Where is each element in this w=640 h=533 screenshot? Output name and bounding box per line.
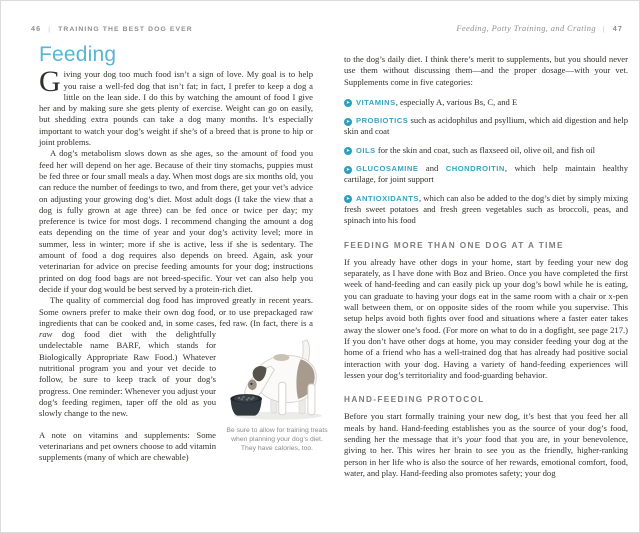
supplement-list	[344, 97, 628, 227]
paragraph-text: food that you are, in your benevolence, giving to her. This wires her brain to see you as the friendly, higher-ranking person in her life who is also the source of her rewards, emotional comfort, food, water, and play. Hand-feeding also promotes safety; your dog	[344, 434, 628, 478]
list-item-probiotics	[344, 115, 628, 138]
paragraph-multiple-dogs: If you already have other dogs in your home, start by feeding your new dog separately, as I have done with Boz and Brieo. Once you have completed the first week of hand-feeding and can easily pick up your dog’s bowl while he is eating, you can graduate to having your dogs eat in the same room with a chair or x-pen wall between them, or on opposite sides of the room while you supervise. This setup helps avoid both fights over food and situations where a faster eater takes away the slower one’s food. (For more on what to do in a dogfight, see page 217.) If you don’t have other dogs at home, you may consider feeding your dog at the home of a friend who has a well-trained dog that has already had positive social interaction with your dog. Having a variety of hand-feeding experiences will lessen your dog’s territoriality and food-guarding behavior.	[344, 256, 628, 380]
supplement-keyword: ANTIOXIDANTS	[356, 193, 419, 203]
paragraph-supplements-intro: to the dog’s daily diet. I think there’s merit to supplements, but you should never use them without discussing them—and the proper dosage—with your vet. Supplements come in five categories:	[344, 54, 628, 87]
arrow-bullet-icon: ➤	[345, 196, 351, 203]
supplement-keyword: PROBIOTICS	[356, 116, 409, 126]
right-page-column	[344, 54, 628, 479]
list-item-oils	[344, 145, 628, 156]
supplement-keyword: VITAMINS	[356, 97, 396, 107]
paragraph-metabolism: A dog’s metabolism slows down as she ages, so the amount of food you feed her will depend on her age. Because of their tiny stomachs, puppies must be fed three or four small meals a day. When most dogs are six months old, you can reduce the number of feedings to two, and from there, get your vet’s advice on adjusting your growing dog’s diet. Most adult dogs (I take the view that a dog is fully grown at age three) can be fed once or twice per day; my preference is twice for most dogs. I recommend changing the amount a dog eats depending on the time of year and your dog’s activity level; more in summer, less in winter; more if she is active, less if she is sedentary. The amount of food a dog requires also depends on breed. Again, ask your veterinarian for advice on precise feeding amounts for your dog; instructions printed on dog food bags are not breed-specific. Your vet can also help you decide if your dog would be best served by a protein-rich diet.	[39, 148, 313, 294]
list-item-glucosamine	[344, 163, 628, 186]
page-number-right: 47	[612, 24, 623, 33]
arrow-bullet-icon: ➤	[345, 148, 351, 155]
arrow-bullet-icon: ➤	[345, 100, 351, 107]
running-title-right: Feeding, Potty Training, and Crating	[456, 24, 596, 33]
list-item-text: , which can also be added to the dog’s diet by simply mixing fresh sweet potatoes and fresh green vegetables such as broccoli, peas, and spinach into his food	[344, 192, 628, 226]
section-heading-hand-feeding: HAND-FEEDING PROTOCOL	[344, 395, 485, 405]
paragraph-overfeeding	[39, 65, 313, 148]
list-item-antioxidants	[344, 193, 628, 227]
supplement-keyword: OILS	[356, 145, 376, 155]
list-item-text: such as acidophilus and psyllium, which aid digestion and help skin and coat	[344, 115, 628, 137]
header-separator: |	[48, 26, 52, 33]
section-title: Feeding	[39, 43, 117, 66]
running-head-right	[456, 24, 623, 33]
running-head-left	[31, 24, 193, 33]
paragraph-vitamins-note: A note on vitamins and supplements: Some veterinarians and pet owners choose to add vitamin supplements (many of which are chewable)	[39, 429, 216, 463]
dog-photo-figure	[225, 331, 329, 453]
list-item-vitamins	[344, 97, 628, 108]
puppy-eating-photo	[225, 331, 329, 421]
list-item-text: and	[418, 163, 446, 174]
paragraph-text: fact, there is a	[263, 317, 313, 328]
section-heading-multiple-dogs: FEEDING MORE THAN ONE DOG AT A TIME	[344, 240, 564, 250]
supplement-keyword: GLUCOSAMINE	[356, 164, 419, 174]
header-separator: |	[602, 26, 606, 33]
paragraph-text: The quality of commercial dog food has improved greatly in recent years. Some owners prefer to make their own dog food, or to use prepackaged raw ingredients that can be cooked and, in some cases, fed raw. (In	[39, 295, 313, 328]
italic-word: raw	[39, 329, 53, 340]
paragraph-hand-feeding	[344, 411, 628, 479]
running-title-left: TRAINING THE BEST DOG EVER	[58, 26, 193, 33]
list-item-text: , especially A, various Bs, C, and E	[395, 96, 518, 107]
list-item-text: for the skin and coat, such as flaxseed oil, olive oil, and fish oil	[375, 144, 596, 155]
paragraph-text: dog food diet with the delightfully undelectable name BARF, which stands for Biologically Appropriate Raw Food.) Whatever nutritional program you and your vet decide to follow, be sure to keep track of your dog’s progress. One reminder: Whenever you adjust your dog’s feeding regimen, taper off the old as you slowly change to the new.	[39, 329, 216, 419]
arrow-bullet-icon: ➤	[345, 166, 351, 173]
list-item-text: , which help maintain healthy cartilage, for joint support	[344, 163, 628, 185]
italic-word: your	[465, 434, 482, 445]
left-page-column	[39, 43, 328, 463]
arrow-bullet-icon: ➤	[345, 118, 351, 125]
supplement-keyword: CHONDROITIN	[445, 164, 505, 174]
paragraph-text: iving your dog too much food isn’t a sign of love. My goal is to help you raise a well-fed dog that isn’t fat; in fact, I prefer to keep a dog a little on the lean side. I do this by watching the amount of food I give her and by making sure she gets plenty of exercise. Weight can go on easily, but shedding extra pounds can take a dog many months. It’s especially important to watch your dog’s weight if she’s of a breed that is prone to hip or joint problems.	[39, 69, 313, 148]
photo-caption: Be sure to allow for training treats when planning your dog’s diet. They have calories, too.	[226, 427, 328, 453]
drop-cap: G	[39, 65, 61, 99]
paragraph-text: Before you start formally training your new dog, it’s best that you feed her all meals by hand. Hand-feeding establishes you as the source of your dog’s food, sending her the message that it’s	[344, 411, 628, 445]
page-number-left: 46	[31, 24, 42, 33]
